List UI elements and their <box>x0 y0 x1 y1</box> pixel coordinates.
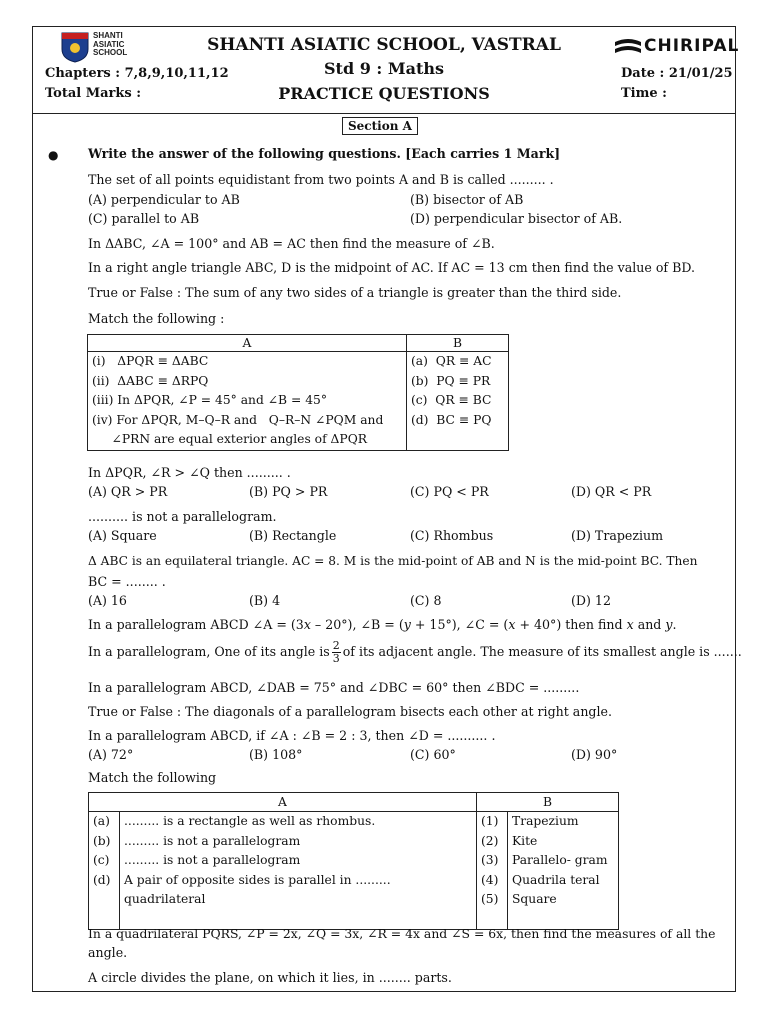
q9-var: x <box>508 617 516 632</box>
q1-option-c: (C) parallel to AB <box>88 211 200 226</box>
q1-option-b: (B) bisector of AB <box>410 192 524 207</box>
table1-row-a: ∠PRN are equal exterior angles of ΔPQR <box>92 432 368 446</box>
q9-var: x <box>626 617 634 632</box>
table1-head-b: B <box>407 335 509 352</box>
q9-var: y <box>403 617 411 632</box>
q9-part: + 40°) then find <box>515 617 627 632</box>
q7-option-a: (A) Square <box>88 528 157 543</box>
q7-option-c: (C) Rhombus <box>410 528 494 543</box>
q6-option-b: (B) PQ > PR <box>249 484 328 499</box>
q15-text-line1: In a quadrilateral PQRS, ∠P = 2x, ∠Q = 3x, ∠R = 4x and ∠S = 6x, then find the measures of all the <box>88 926 716 941</box>
q1-option-d: (D) perpendicular bisector of AB. <box>410 211 623 226</box>
q10-text <box>88 640 742 665</box>
q14-text: Match the following <box>88 770 217 785</box>
q1-option-a: (A) perpendicular to AB <box>88 192 240 207</box>
q13-option-d: (D) 90° <box>571 747 618 762</box>
table2-label: (5) <box>481 892 499 906</box>
q6-text: In ΔPQR, ∠R > ∠Q then ......... . <box>88 465 291 480</box>
table2-head-b: B <box>477 793 619 812</box>
instruction <box>88 146 560 161</box>
q13-option-c: (C) 60° <box>410 747 456 762</box>
table2-label: (c) <box>93 853 110 867</box>
match-table-2 <box>88 792 619 930</box>
q9-part: and <box>633 617 666 632</box>
logo-text-1: SHANTI <box>93 31 123 40</box>
q8-text-line2: BC = ........ . <box>88 574 166 589</box>
table1-head-a: A <box>88 335 407 352</box>
fraction-numerator: 2 <box>332 639 340 652</box>
table1-row-b: (b) PQ ≡ PR <box>411 373 491 388</box>
exam-date: Date : 21/01/25 <box>621 66 733 81</box>
q1-text: The set of all points equidistant from two points A and B is called ......... . <box>88 172 554 187</box>
table2-head-a: A <box>89 793 477 812</box>
table1-row-a: (i) ΔPQR ≡ ΔABC <box>92 354 209 368</box>
total-marks: Total Marks : <box>45 86 142 101</box>
table2-cell: ......... is not a parallelogram <box>124 853 301 867</box>
q8-option-d: (D) 12 <box>571 593 611 608</box>
table2-label: (2) <box>481 833 499 848</box>
q9-part: . <box>672 617 677 632</box>
q5-text: Match the following : <box>88 311 225 326</box>
q10-part: In a parallelogram, One of its angle is <box>88 644 330 659</box>
table1-row-b: (a) QR ≡ AC <box>411 354 492 368</box>
table1-row-a: (iv) For ΔPQR, M–Q–R and Q–R–N ∠PQM and <box>92 412 384 427</box>
logo-text-2: ASIATIC <box>93 39 125 49</box>
table2-cell: Kite <box>512 833 538 848</box>
table2-label: (3) <box>481 853 499 867</box>
q16-text: A circle divides the plane, on which it lies, in ........ parts. <box>88 970 452 985</box>
table1-row-b: (d) BC ≡ PQ <box>411 412 492 427</box>
bullet-icon: ● <box>48 148 59 162</box>
q12-text: True or False : The diagonals of a parallelogram bisects each other at right angle. <box>88 704 612 719</box>
table1-row-a: (iii) In ΔPQR, ∠P = 45° and ∠B = 45° <box>92 393 327 407</box>
paper-title: PRACTICE QUESTIONS <box>278 84 490 103</box>
q9-part: + 15°), ∠C = ( <box>410 617 509 632</box>
table2-col-tb <box>508 812 619 930</box>
brand-name: CHIRIPAL <box>644 36 740 56</box>
q13-text: In a parallelogram ABCD, if ∠A : ∠B = 2 : 3, then ∠D = .......... . <box>88 728 496 743</box>
q6-option-c: (C) PQ < PR <box>410 484 489 499</box>
table2-cell: ......... is not a parallelogram <box>124 833 301 848</box>
table2-cell: A pair of opposite sides is parallel in ......... quadrilateral <box>124 872 391 906</box>
q15-text-line2: angle. <box>88 945 128 960</box>
logo-text-3: SCHOOL <box>93 48 128 57</box>
table2-label: (d) <box>93 872 111 887</box>
section-label: Section A <box>342 117 418 135</box>
standard-subject: Std 9 : Maths <box>324 59 444 78</box>
table2-cell: Trapezium <box>512 814 579 828</box>
table1-row-b: (c) QR ≡ BC <box>411 393 492 407</box>
q2-text: In ΔABC, ∠A = 100° and AB = AC then find the measure of ∠B. <box>88 236 495 251</box>
match-table-1 <box>87 334 509 451</box>
exam-time: Time : <box>621 86 667 101</box>
instruction-text: Write the answer of the following questions. [Each carries 1 Mark] <box>88 146 561 161</box>
q10-part: of its adjacent angle. The measure of its smallest angle is ....... <box>342 644 742 659</box>
table2-cell: Parallelo- gram <box>512 853 608 867</box>
q4-text: True or False : The sum of any two sides of a triangle is greater than the third side. <box>88 285 622 300</box>
table2-cell: Square <box>512 892 557 906</box>
fraction-denominator: 3 <box>332 652 340 665</box>
q6-option-a: (A) QR > PR <box>88 484 168 499</box>
q13-option-a: (A) 72° <box>88 747 134 762</box>
table2-label: (1) <box>481 814 499 828</box>
q8-text-line1: Δ ABC is an equilateral triangle. AC = 8. M is the mid-point of AB and N is the mid-point BC. Then <box>88 554 698 568</box>
q8-option-c: (C) 8 <box>410 593 442 608</box>
table2-label: (4) <box>481 872 499 887</box>
header-divider <box>32 113 736 114</box>
q9-var: y <box>665 617 673 632</box>
table2-col-lb <box>477 812 508 930</box>
q9-var: x <box>303 617 311 632</box>
q8-option-a: (A) 16 <box>88 593 127 608</box>
table2-label: (a) <box>93 814 110 828</box>
fraction <box>332 640 341 665</box>
table2-col-la <box>89 812 120 930</box>
q7-option-b: (B) Rectangle <box>249 528 337 543</box>
table2-label: (b) <box>93 833 111 848</box>
chapters: Chapters : 7,8,9,10,11,12 <box>45 66 229 81</box>
table1-col-a <box>88 352 407 451</box>
q9-part: – 20°), ∠B = ( <box>310 617 404 632</box>
table1-row-a: (ii) ΔABC ≡ ΔRPQ <box>92 373 209 388</box>
q8-option-b: (B) 4 <box>249 593 281 608</box>
q7-option-d: (D) Trapezium <box>571 528 664 543</box>
table2-cell: ......... is a rectangle as well as rhombus. <box>124 814 376 828</box>
table1-col-b <box>407 352 509 451</box>
q7-text: .......... is not a parallelogram. <box>88 509 277 524</box>
q9-text <box>88 617 677 632</box>
table2-cell: Quadrila teral <box>512 872 600 887</box>
q13-option-b: (B) 108° <box>249 747 303 762</box>
q9-part: In a parallelogram ABCD ∠A = (3 <box>88 617 304 632</box>
q11-text: In a parallelogram ABCD, ∠DAB = 75° and ∠DBC = 60° then ∠BDC = ......... <box>88 680 580 695</box>
q6-option-d: (D) QR < PR <box>571 484 652 499</box>
table2-col-ta <box>120 812 477 930</box>
q3-text: In a right angle triangle ABC, D is the midpoint of AC. If AC = 13 cm then find the value of BD. <box>88 260 696 275</box>
school-name: SHANTI ASIATIC SCHOOL, VASTRAL <box>207 35 561 55</box>
